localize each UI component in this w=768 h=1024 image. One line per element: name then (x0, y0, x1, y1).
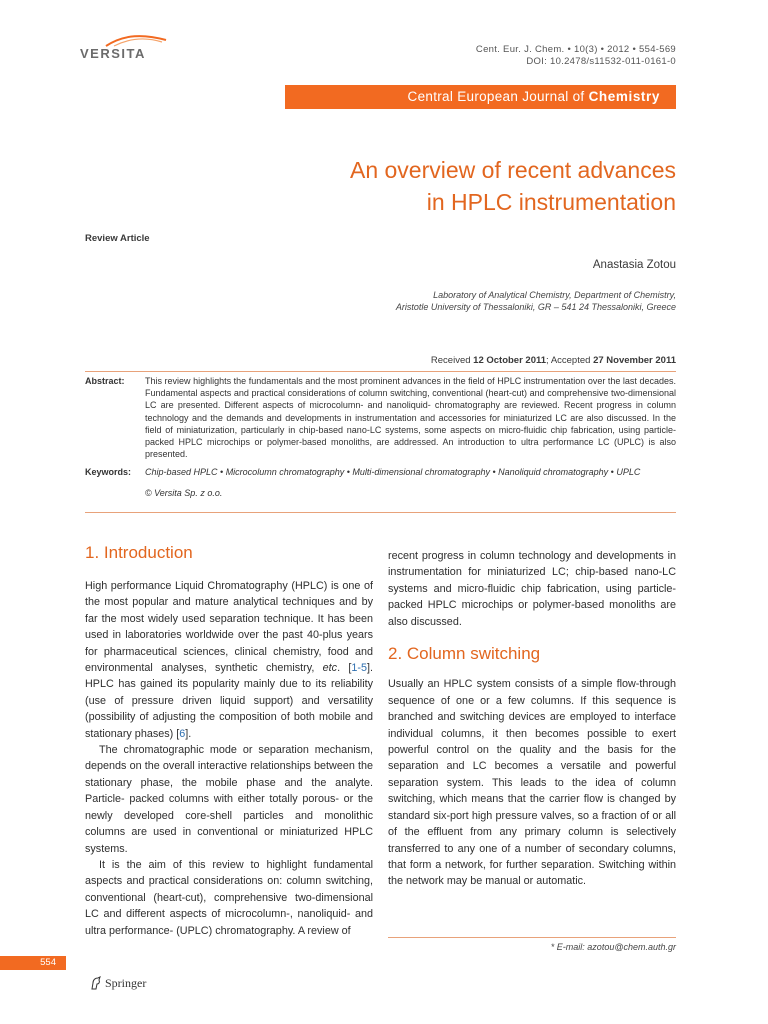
author-affiliation (396, 289, 676, 313)
springer-horse-icon (90, 976, 102, 990)
corresponding-email: * E-mail: azotou@chem.auth.gr (550, 942, 676, 952)
journal-prefix: Central European Journal of (407, 89, 585, 104)
affiliation-line-2: Aristotle University of Thessaloniki, GR – 541 24 Thessaloniki, Greece (395, 302, 676, 312)
keywords-row (85, 466, 676, 478)
journal-banner (285, 85, 676, 109)
paragraph: recent progress in column technology and developments in instrumentation for miniaturized LC; chip-based nano-LC systems and micro-fluidic chip fabrication, using particle-packed HPLC microchips or polymer-based monoliths are also discussed. (388, 550, 676, 628)
paragraph: High performance Liquid Chromatography (HPLC) is one of the most popular and mature analytical techniques and by far the most widely used separation technique. It has been used in laboratories worldwide over the past 40-plus years for pharmaceutical sciences, clinical chemistry, food and environmental analyses, synthetic chemistry, etc. [1-5]. HPLC has gained its popularity mainly due to its reliability (use of pressure driven liquid support) and versatility (possibility of adjusting the composition of both mobile and stationary phases) [6]. (85, 580, 373, 740)
right-column (388, 548, 676, 890)
page-number-tab (0, 956, 66, 970)
received-dates: Received 12 October 2011; Accepted 27 November 2011 (430, 355, 676, 366)
article-title (350, 154, 676, 218)
abstract-label: Abstract: (85, 376, 125, 386)
received-date: 12 October 2011 (473, 355, 547, 366)
abstract-row (85, 375, 676, 460)
paragraph: It is the aim of this review to highlight fundamental aspects and practical considerations on: column switching, conventional (heart-cut), comprehensive two-dimensional LC and different aspects of microcolumn-, nanoliquid- and ultra performance- (UPLC) chromatography. A review of (85, 858, 373, 937)
footnote-divider (388, 937, 676, 938)
citation-line: Cent. Eur. J. Chem. • 10(3) • 2012 • 554-569 (475, 44, 676, 55)
divider (85, 371, 676, 372)
left-column (85, 578, 373, 939)
article-type-label: Review Article (85, 233, 150, 244)
section-heading-introduction: 1. Introduction (85, 543, 193, 562)
citation-link[interactable]: 6 (179, 727, 186, 740)
title-line-1: An overview of recent advances (349, 157, 676, 183)
citation-block (476, 44, 676, 68)
affiliation-line-1: Laboratory of Analytical Chemistry, Department of Chemistry, (433, 290, 676, 300)
keywords-text: Chip-based HPLC • Microcolumn chromatography • Multi-dimensional chromatography • Nanoliquid chromatography • UPLC (145, 467, 641, 478)
journal-subject: Chemistry (588, 89, 660, 104)
copyright-text: © Versita Sp. z o.o. (145, 487, 223, 498)
journal-name (408, 89, 676, 104)
page-number: 554 (40, 957, 56, 968)
abstract-block (85, 375, 676, 499)
citation-link[interactable]: 1-5 (351, 662, 367, 675)
received-label: Received (430, 355, 471, 366)
paragraph: The chromatographic mode or separation mechanism, depends on the overall interactive relationships between the stationary phase, the mobile phase and the analyte. Particle- packed columns with either totally porous- or the newly developed core-shell particles and monolithic columns are used in conventional or miniaturized HPLC systems. (85, 744, 373, 855)
springer-logo (90, 976, 146, 991)
copyright-row (85, 487, 676, 499)
versita-logo (80, 32, 170, 66)
springer-wordmark: Springer (105, 976, 147, 990)
title-line-2: in HPLC instrumentation (426, 189, 676, 215)
paragraph: Usually an HPLC system consists of a simple flow-through sequence of one or a few columns. If this sequence is branched and switching devices are employed to interface individual columns, it then becomes possible to exert powerful control on the quality and the basis for the separation and LC becomes a versatile and powerful separation system. This leads to the idea of column switching, which means that the carrier flow is changed by standard six-port high pressure valves, so a fraction of or all of the effluent from any primary column is selectively transferred to any one of a number of secondary columns, that form a network, for further separation. Switching within the network may be manual or automatic. (388, 678, 676, 888)
accepted-label: Accepted (550, 355, 591, 366)
divider (85, 512, 676, 513)
doi-line: DOI: 10.2478/s11532-011-0161-0 (526, 56, 676, 67)
section-heading-column-switching: 2. Column switching (388, 644, 541, 664)
author-name: Anastasia Zotou (592, 259, 676, 271)
keywords-label: Keywords: (85, 467, 132, 478)
abstract-text: This review highlights the fundamentals and the most prominent advances in the field of HPLC instrumentation over the last decades. Fundamental aspects and practical considerations of column switching, conventional (heart-cut) and comprehensive two-dimensional LC are presented. Different aspects of microcolumn- and nanoliquid- chromatography are reviewed. Recent progress in column technology and the demands and developments in instrumentation and accessories for miniaturized LC are also discussed. In the field of miniaturization, particularly in chip-based nano-LC systems, some aspects on micro-fluidic chip fabrication, using particle-packed HPLC microchips or polymer-based monoliths, are addressed. An introduction to ultra performance LC (UPLC) is also presented. (145, 376, 676, 460)
accepted-date: 27 November 2011 (593, 355, 676, 366)
publisher-logo-text: VERSITA (80, 46, 146, 61)
